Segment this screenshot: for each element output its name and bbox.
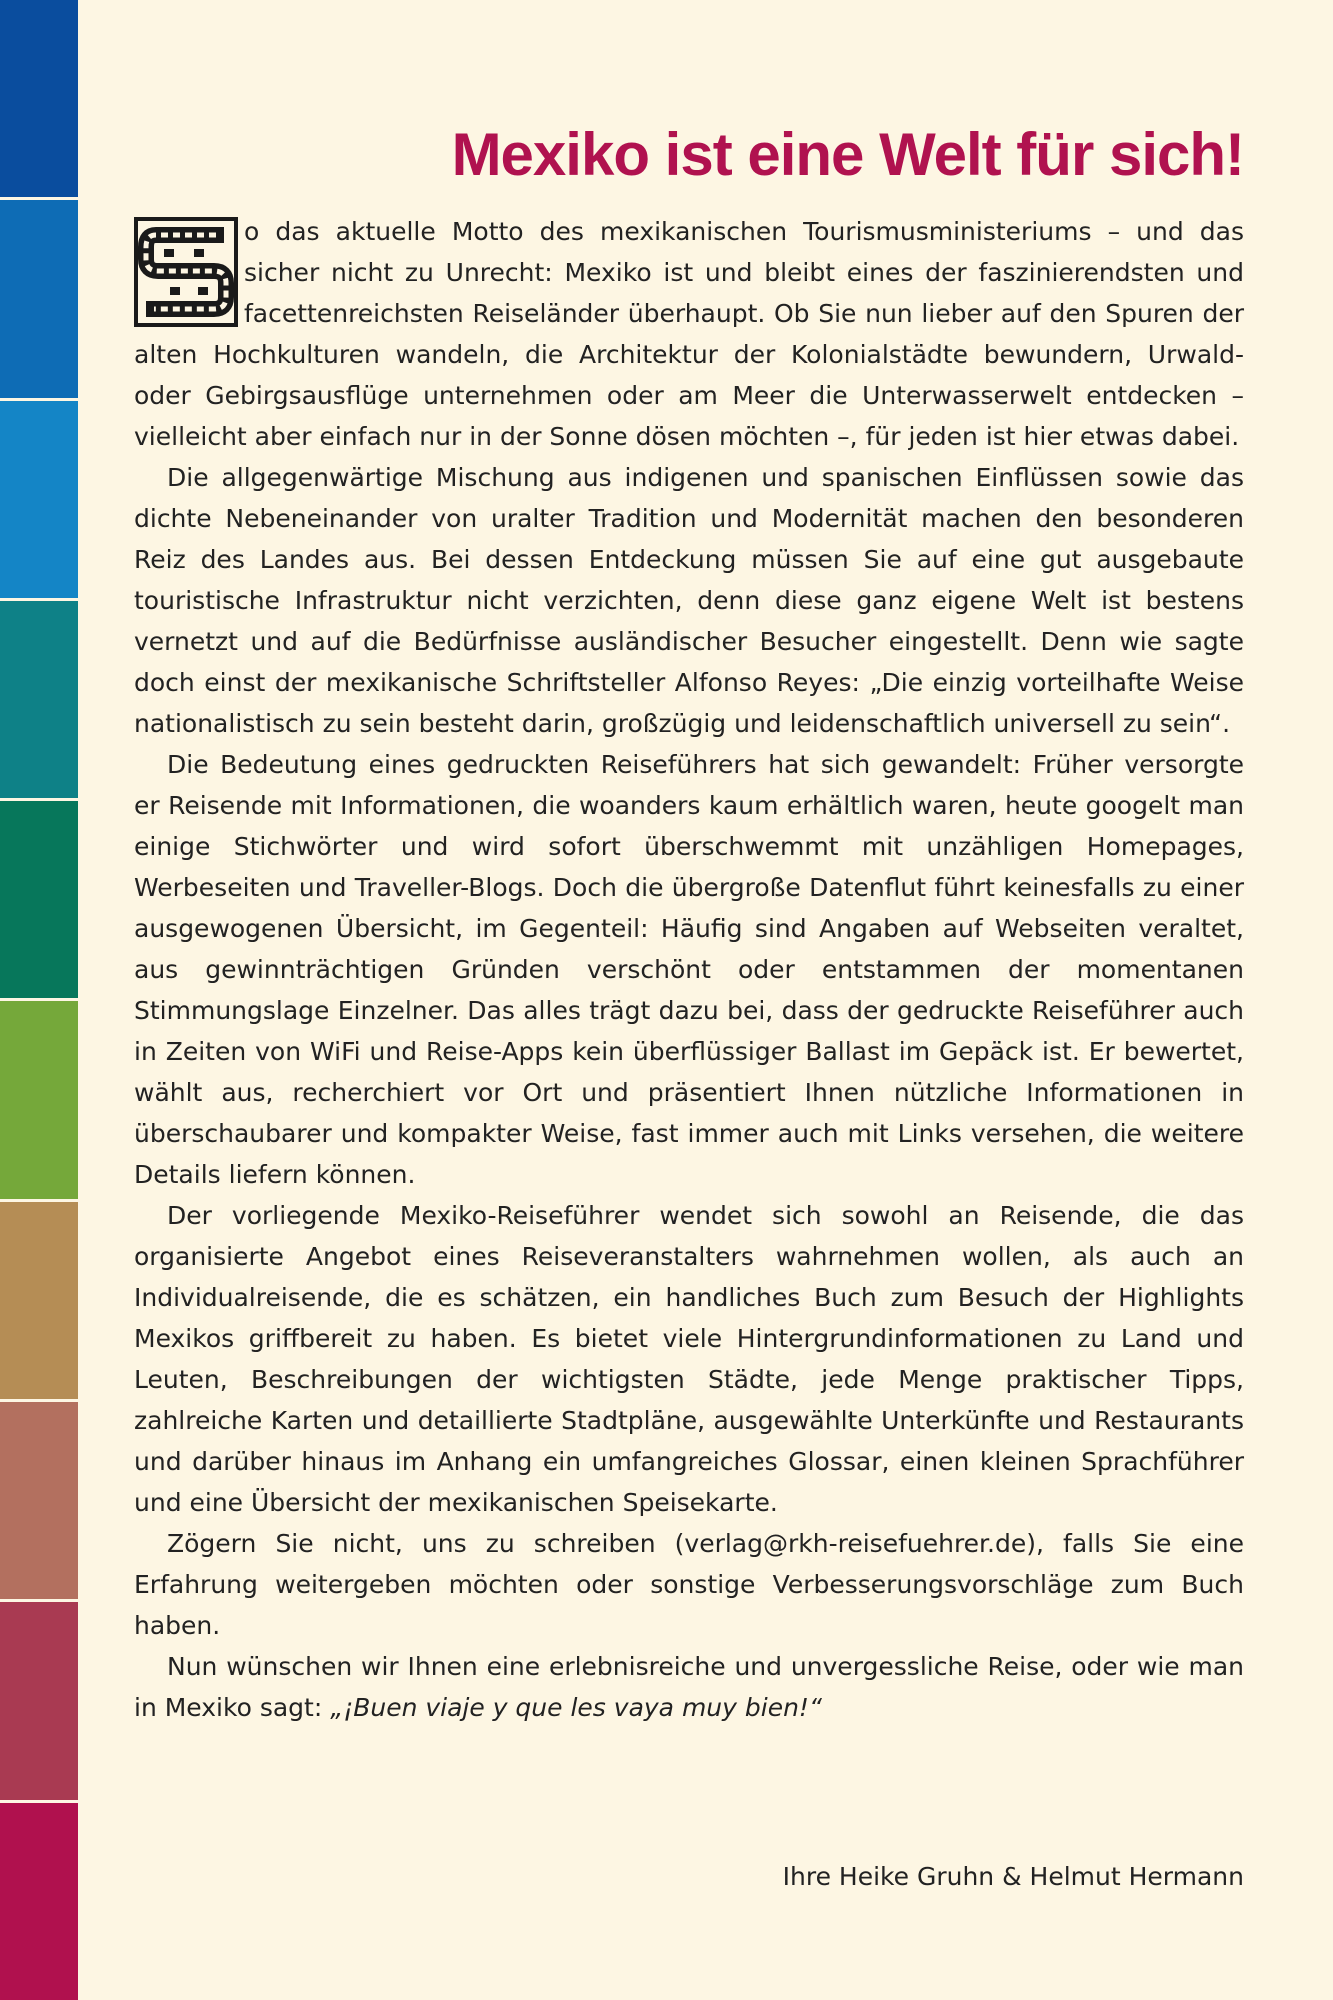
stripe-segment	[0, 1202, 78, 1402]
stripe-segment	[0, 1602, 78, 1802]
stripe-segment	[0, 801, 78, 1001]
stripe-segment	[0, 200, 78, 400]
paragraph-closing	[134, 1646, 1244, 1728]
paragraph-intro	[134, 211, 1244, 457]
color-stripe-bar	[0, 0, 78, 2000]
closing-quote: „¡Buen viaje y que les vaya muy bien!“	[330, 1693, 822, 1722]
page-title: Mexiko ist eine Welt für sich!	[451, 121, 1244, 189]
signature: Ihre Heike Gruhn & Helmut Hermann	[782, 1862, 1244, 1891]
dropcap-s-icon	[134, 217, 238, 327]
stripe-segment	[0, 1803, 78, 2000]
stripe-segment	[0, 1001, 78, 1201]
paragraph: Die Bedeutung eines gedruckten Reiseführers hat sich gewandelt: Früher versorgte er Reisende mit Informationen, die woanders kaum erhältlich waren, heute googelt man einige Stichwörter und wird sofort überschwemmt mit unzähligen Homepages, Werbeseiten und Traveller-Blogs. Doch die übergroße Datenflut führt keinesfalls zu einer ausgewogenen Übersicht, im Gegenteil: Häufig sind Angaben auf Webseiten veraltet, aus gewinnträchtigen Gründen verschönt oder entstammen der momentanen Stimmungslage Einzelner. Das alles trägt dazu bei, dass der gedruckte Reiseführer auch in Zeiten von WiFi und Reise-Apps kein überflüssiger Ballast im Gepäck ist. Er bewertet, wählt aus, recherchiert vor Ort und präsentiert Ihnen nützliche Informationen in überschaubarer und kompakter Weise, fast immer auch mit Links versehen, die weitere Details liefern können.	[134, 750, 1244, 1189]
paragraph: Die allgegenwärtige Mischung aus indigenen und spanischen Einflüssen sowie das dichte Nebeneinander von uralter Tradition und Modernität machen den besonderen Reiz des Landes aus. Bei dessen Entdeckung müssen Sie auf eine gut ausgebaute touristische Infrastruktur nicht verzichten, denn diese ganz eigene Welt ist bestens vernetzt und auf die Bedürfnisse ausländischer Besucher eingestellt. Denn wie sagte doch einst der mexikanische Schriftsteller Alfonso Reyes: „Die einzig vorteilhafte Weise nationalistisch zu sein besteht darin, großzügig und leidenschaftlich universell zu sein“.	[134, 463, 1244, 738]
stripe-segment	[0, 601, 78, 801]
closing-text: Nun wünschen wir Ihnen eine erlebnisreiche und unvergessliche Reise, oder wie man in Mexiko sagt:	[134, 1652, 1244, 1722]
stripe-segment	[0, 1402, 78, 1602]
body-text	[134, 211, 1244, 1728]
stripe-segment	[0, 401, 78, 601]
paragraph-text: o das aktuelle Motto des mexikanischen Tourismusministeriums – und das sicher nicht zu Unrecht: Mexiko ist und bleibt eines der faszinierendsten und facettenreichsten Reiseländer überhaupt. Ob Sie nun lieber auf den Spuren der alten Hochkulturen wandeln, die Architektur der Kolonialstädte bewundern, Urwald- oder Gebirgsausflüge unternehmen oder am Meer die Unterwasserwelt entdecken – vielleicht aber einfach nur in der Sonne dösen möchten –, für jeden ist hier etwas dabei.	[134, 217, 1244, 451]
paragraph: Zögern Sie nicht, uns zu schreiben (verlag@rkh-reisefuehrer.de), falls Sie eine Erfahrung weitergeben möchten oder sonstige Verbesserungsvorschläge zum Buch haben.	[134, 1529, 1244, 1640]
stripe-segment	[0, 0, 78, 200]
paragraph: Der vorliegende Mexiko-Reiseführer wendet sich sowohl an Reisende, die das organisierte Angebot eines Reiseveranstalters wahrnehmen wollen, als auch an Individualreisende, die es schätzen, ein handliches Buch zum Besuch der Highlights Mexikos griffbereit zu haben. Es bietet viele Hintergrundinformationen zu Land und Leuten, Beschreibungen der wichtigsten Städte, jede Menge praktischer Tipps, zahlreiche Karten und detaillierte Stadtpläne, ausgewählte Unterkünfte und Restaurants und darüber hinaus im Anhang ein umfangreiches Glossar, einen kleinen Sprachführer und eine Übersicht der mexikanischen Speisekarte.	[134, 1201, 1244, 1517]
